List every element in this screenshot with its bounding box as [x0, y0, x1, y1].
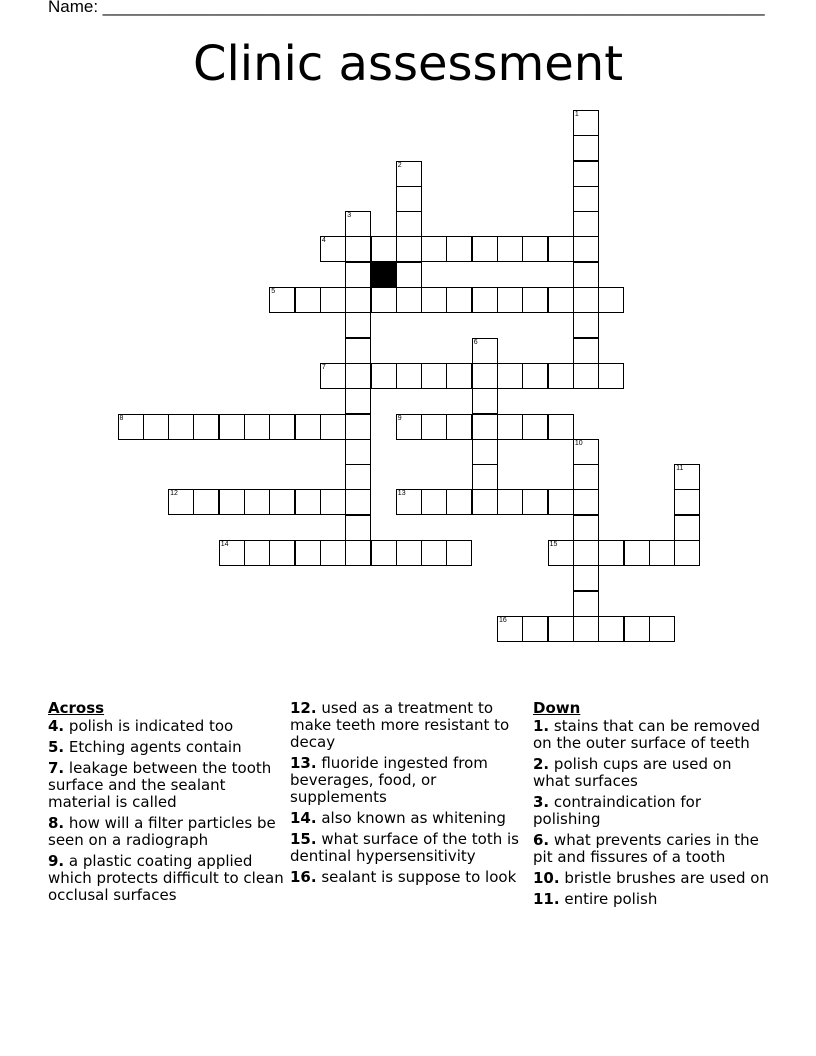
answer-cell[interactable]	[421, 540, 447, 566]
clue-number: 4	[321, 237, 326, 245]
clue-down-10: 10. bristle brushes are used on	[533, 869, 769, 887]
answer-cell[interactable]	[674, 540, 700, 566]
answer-cell[interactable]	[598, 540, 624, 566]
answer-cell[interactable]	[168, 489, 194, 515]
answer-cell[interactable]	[522, 287, 548, 313]
answer-cell[interactable]	[497, 616, 523, 642]
answer-cell[interactable]	[522, 414, 548, 440]
answer-cell[interactable]	[573, 515, 599, 541]
answer-cell[interactable]	[573, 540, 599, 566]
answer-cell[interactable]	[522, 363, 548, 389]
answer-cell[interactable]	[345, 262, 371, 288]
clue-number: 2	[397, 161, 402, 169]
answer-cell[interactable]	[548, 236, 574, 262]
answer-cell[interactable]	[320, 414, 346, 440]
answer-cell[interactable]	[674, 489, 700, 515]
answer-cell[interactable]	[396, 236, 422, 262]
answer-cell[interactable]	[497, 489, 523, 515]
answer-cell[interactable]	[396, 262, 422, 288]
answer-cell[interactable]	[421, 489, 447, 515]
clue-across-5: 5. Etching agents contain	[48, 738, 242, 756]
answer-cell[interactable]	[421, 363, 447, 389]
answer-cell[interactable]	[219, 414, 245, 440]
answer-cell[interactable]	[371, 363, 397, 389]
answer-cell[interactable]	[345, 338, 371, 364]
answer-cell[interactable]	[472, 439, 498, 465]
clue-number: 9	[397, 414, 402, 422]
answer-cell[interactable]	[573, 363, 599, 389]
clue-across-13: 13. fluoride ingested from beverages, food, or supplements	[290, 754, 488, 806]
answer-cell[interactable]	[446, 236, 472, 262]
clue-number: 15	[549, 541, 558, 548]
answer-cell[interactable]	[345, 414, 371, 440]
black-square	[371, 262, 397, 288]
clue-number: 5	[271, 288, 276, 295]
clue-number: 6	[473, 338, 478, 346]
answer-cell[interactable]	[472, 388, 498, 414]
across-clues-column-2	[290, 700, 526, 890]
answer-cell[interactable]	[649, 540, 675, 566]
clue-across-7: 7. leakage between the tooth surface and the sealant material is called	[48, 759, 272, 811]
answer-cell[interactable]	[320, 236, 346, 262]
answer-cell[interactable]	[497, 236, 523, 262]
clue-down-1: 1. stains that can be removed on the outer surface of teeth	[533, 717, 761, 752]
across-clues-column-1	[48, 700, 286, 908]
answer-cell[interactable]	[624, 540, 650, 566]
answer-cell[interactable]	[573, 236, 599, 262]
answer-cell[interactable]	[649, 616, 675, 642]
answer-cell[interactable]	[371, 236, 397, 262]
clue-across-8: 8. how will a filter particles be seen on a radiograph	[48, 814, 276, 849]
answer-cell[interactable]	[573, 110, 599, 136]
answer-cell[interactable]	[320, 363, 346, 389]
answer-cell[interactable]	[396, 211, 422, 237]
answer-cell[interactable]	[244, 540, 270, 566]
clue-number: 1	[574, 110, 579, 118]
answer-cell[interactable]	[472, 236, 498, 262]
answer-cell[interactable]	[598, 616, 624, 642]
page-title: Clinic assessment	[192, 36, 624, 92]
answer-cell[interactable]	[345, 312, 371, 338]
answer-cell[interactable]	[143, 414, 169, 440]
answer-cell[interactable]	[472, 338, 498, 364]
answer-cell[interactable]	[421, 414, 447, 440]
answer-cell[interactable]	[472, 489, 498, 515]
answer-cell[interactable]	[548, 616, 574, 642]
clue-number: 11	[676, 465, 684, 473]
answer-cell[interactable]	[219, 489, 245, 515]
clue-number: 3	[347, 212, 352, 220]
answer-cell[interactable]	[522, 616, 548, 642]
answer-cell[interactable]	[497, 414, 523, 440]
across-heading: Across	[48, 699, 105, 717]
clue-down-2: 2. polish cups are used on what surfaces	[533, 755, 732, 790]
clue-down-6: 6. what prevents caries in the pit and fissures of a tooth	[533, 831, 759, 866]
clue-across-14: 14. also known as whitening	[290, 809, 506, 827]
answer-cell[interactable]	[573, 211, 599, 237]
answer-cell[interactable]	[396, 540, 422, 566]
clue-down-3: 3. contraindication for polishing	[533, 793, 702, 828]
answer-cell[interactable]	[345, 363, 371, 389]
answer-cell[interactable]	[193, 414, 219, 440]
answer-cell[interactable]	[345, 211, 371, 237]
answer-cell[interactable]	[244, 414, 270, 440]
answer-cell[interactable]	[573, 135, 599, 161]
answer-cell[interactable]	[573, 338, 599, 364]
answer-cell[interactable]	[396, 363, 422, 389]
answer-cell[interactable]	[522, 236, 548, 262]
answer-cell[interactable]	[446, 363, 472, 389]
answer-cell[interactable]	[472, 464, 498, 490]
answer-cell[interactable]	[573, 439, 599, 465]
answer-cell[interactable]	[345, 388, 371, 414]
answer-cell[interactable]	[168, 414, 194, 440]
answer-cell[interactable]	[472, 363, 498, 389]
clue-number: 7	[321, 363, 326, 371]
answer-cell[interactable]	[573, 616, 599, 642]
answer-cell[interactable]	[371, 540, 397, 566]
answer-cell[interactable]	[446, 414, 472, 440]
clue-across-15: 15. what surface of the toth is dentinal hypersensitivity	[290, 830, 519, 865]
answer-cell[interactable]	[345, 540, 371, 566]
answer-cell[interactable]	[396, 414, 422, 440]
clue-number: 10	[574, 439, 583, 447]
answer-cell[interactable]	[522, 489, 548, 515]
clue-number: 13	[397, 490, 406, 498]
answer-cell[interactable]	[295, 489, 321, 515]
answer-cell[interactable]	[573, 161, 599, 187]
answer-cell[interactable]	[573, 464, 599, 490]
clue-across-9: 9. a plastic coating applied which protects difficult to clean occlusal surfaces	[48, 852, 284, 904]
answer-cell[interactable]	[345, 464, 371, 490]
answer-cell[interactable]	[421, 287, 447, 313]
answer-cell[interactable]	[396, 287, 422, 313]
answer-cell[interactable]	[193, 489, 219, 515]
answer-cell[interactable]	[548, 540, 574, 566]
answer-cell[interactable]	[345, 515, 371, 541]
answer-cell[interactable]	[371, 287, 397, 313]
answer-cell[interactable]	[244, 489, 270, 515]
answer-cell[interactable]	[396, 489, 422, 515]
clue-number: 14	[220, 541, 229, 548]
answer-cell[interactable]	[573, 565, 599, 591]
answer-cell[interactable]	[118, 414, 144, 440]
answer-cell[interactable]	[548, 414, 574, 440]
answer-cell[interactable]	[345, 236, 371, 262]
answer-cell[interactable]	[573, 186, 599, 212]
answer-cell[interactable]	[269, 540, 295, 566]
answer-cell[interactable]	[421, 236, 447, 262]
clue-down-11: 11. entire polish	[533, 890, 658, 908]
answer-cell[interactable]	[295, 287, 321, 313]
answer-cell[interactable]	[573, 287, 599, 313]
answer-cell[interactable]	[573, 489, 599, 515]
answer-cell[interactable]	[674, 515, 700, 541]
answer-cell[interactable]	[497, 363, 523, 389]
clue-number: 16	[499, 616, 507, 624]
answer-cell[interactable]	[446, 540, 472, 566]
answer-cell[interactable]	[446, 489, 472, 515]
answer-cell[interactable]	[320, 489, 346, 515]
clue-number: 12	[170, 490, 178, 498]
answer-cell[interactable]	[219, 540, 245, 566]
answer-cell[interactable]	[269, 489, 295, 515]
answer-cell[interactable]	[345, 287, 371, 313]
answer-cell[interactable]	[472, 414, 498, 440]
clue-across-4: 4. polish is indicated too	[48, 717, 234, 735]
answer-cell[interactable]	[472, 287, 498, 313]
answer-cell[interactable]	[573, 312, 599, 338]
answer-cell[interactable]	[295, 540, 321, 566]
answer-cell[interactable]	[295, 414, 321, 440]
answer-cell[interactable]	[573, 262, 599, 288]
answer-cell[interactable]	[269, 414, 295, 440]
answer-cell[interactable]	[497, 287, 523, 313]
down-clues-column	[533, 700, 769, 912]
answer-cell[interactable]	[320, 287, 346, 313]
answer-cell[interactable]	[624, 616, 650, 642]
clue-across-16: 16. sealant is suppose to look	[290, 868, 517, 886]
answer-cell[interactable]	[573, 591, 599, 617]
answer-cell[interactable]	[548, 489, 574, 515]
answer-cell[interactable]	[396, 186, 422, 212]
answer-cell[interactable]	[548, 363, 574, 389]
answer-cell[interactable]	[269, 287, 295, 313]
answer-cell[interactable]	[598, 363, 624, 389]
answer-cell[interactable]	[345, 439, 371, 465]
answer-cell[interactable]	[345, 489, 371, 515]
answer-cell[interactable]	[320, 540, 346, 566]
clue-across-12: 12. used as a treatment to make teeth more resistant to decay	[290, 699, 510, 751]
name-field[interactable]: Name: ______________________________________________________________________	[48, 0, 765, 16]
answer-cell[interactable]	[548, 287, 574, 313]
clue-number: 8	[119, 414, 124, 422]
down-heading: Down	[533, 699, 581, 717]
answer-cell[interactable]	[396, 161, 422, 187]
answer-cell[interactable]	[446, 287, 472, 313]
answer-cell[interactable]	[674, 464, 700, 490]
answer-cell[interactable]	[598, 287, 624, 313]
